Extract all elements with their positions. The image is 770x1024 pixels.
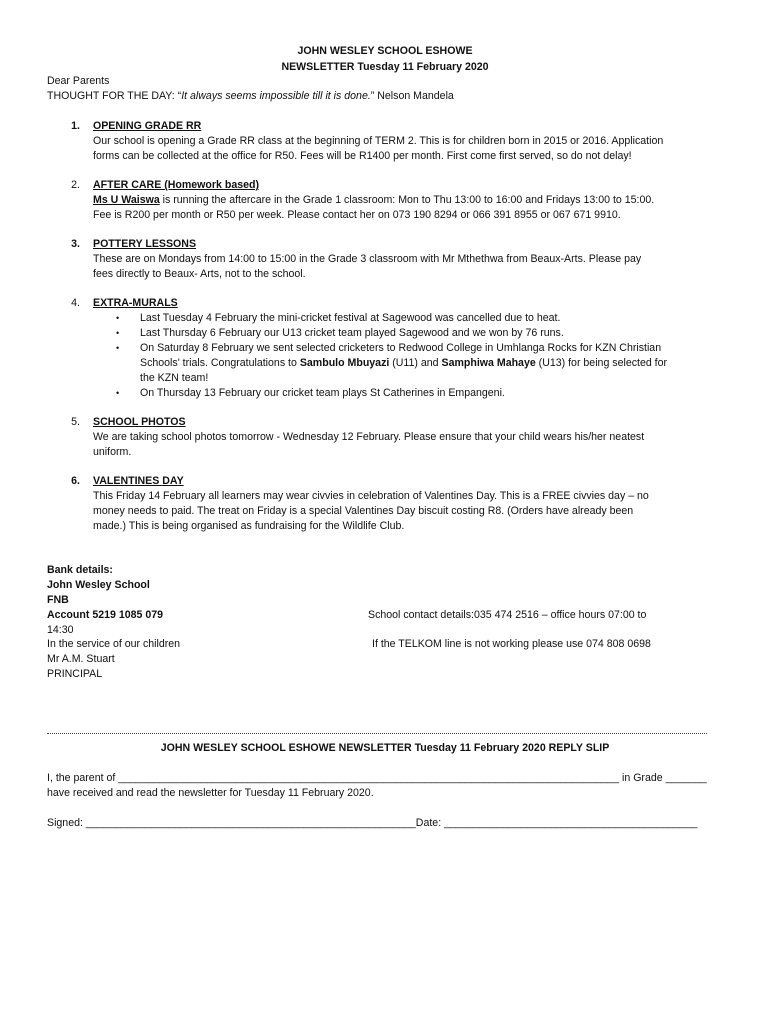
bank-heading: Bank details: (47, 564, 113, 576)
bullet-icon: • (116, 328, 120, 338)
bullet-text: On Thursday 13 February our cricket team plays St Catherines in Empangeni. (140, 387, 505, 399)
principal-title: PRINCIPAL (47, 668, 103, 680)
section-text-line: Our school is opening a Grade RR class at the beginning of TERM 2. This is for children born in 2015 or 2016. Application (93, 135, 664, 147)
bullet-icon: • (116, 388, 120, 398)
office-hours-end: 14:30 (47, 624, 74, 636)
reply-read-line: have received and read the newsletter for Tuesday 11 February 2020. (47, 787, 374, 799)
thought-for-the-day (47, 90, 454, 102)
reply-parent-line: I, the parent of _____________________________________________________________________________________ in Grade _______ (47, 772, 707, 784)
bullet-text: Last Thursday 6 February our U13 cricket team played Sagewood and we won by 76 runs. (140, 327, 564, 339)
section-text-line: These are on Mondays from 14:00 to 15:00 in the Grade 3 classroom with Mr Mthethwa from Beaux-Arts. Please pay (93, 253, 642, 265)
section-text-line: We are taking school photos tomorrow - Wednesday 12 February. Please ensure that your child wears his/her neatest (93, 431, 645, 443)
greeting: Dear Parents (47, 75, 110, 87)
thought-quote: It always seems impossible till it is done. (181, 90, 371, 102)
bullet-text: Last Tuesday 4 February the mini-cricket festival at Sagewood was cancelled due to heat. (140, 312, 561, 324)
thought-suffix: ” Nelson Mandela (370, 90, 454, 102)
section-heading: POTTERY LESSONS (93, 238, 197, 250)
cricketer-name: Sambulo Mbuyazi (299, 357, 390, 369)
section-text-line: Fee is R200 per month or R50 per week. Please contact her on 073 190 8294 or 066 391 8955 or 067 671 9910. (93, 209, 621, 221)
bullet-icon: • (116, 343, 120, 353)
thought-prefix: THOUGHT FOR THE DAY: “ (47, 90, 182, 102)
section-text-line: money needs to paid. The treat on Friday is a special Valentines Day biscuit costing R8. (Orders have already been (93, 505, 634, 517)
signoff-service: In the service of our children (47, 638, 181, 650)
principal-name: Mr A.M. Stuart (47, 653, 115, 665)
section-heading: OPENING GRADE RR (93, 120, 202, 132)
bank-account-name: John Wesley School (47, 579, 150, 591)
bullet-text-part: (U13) for being selected for (535, 357, 668, 369)
section-text-line: made.) This is being organised as fundraising for the Wildlife Club. (93, 520, 405, 532)
section-number: 4. (71, 297, 80, 309)
section-text-line: uniform. (93, 446, 132, 458)
bullet-icon: • (116, 313, 120, 323)
section-text-line: fees directly to Beaux- Arts, not to the school. (93, 268, 306, 280)
bullet-text (140, 357, 667, 369)
reply-signed-line: Signed: ________________________________________________________Date: ___________________________________________ (47, 817, 698, 829)
telkom-alternative: If the TELKOM line is not working please use 074 808 0698 (372, 638, 651, 650)
section-heading: AFTER CARE (Homework based) (93, 179, 259, 191)
bank-name: FNB (47, 594, 69, 606)
cut-line-divider (47, 733, 707, 734)
section-number: 3. (71, 238, 80, 250)
bullet-text-part: (U11) and (389, 357, 442, 369)
bank-account-number: Account 5219 1085 079 (47, 609, 164, 621)
section-number: 5. (71, 416, 80, 428)
section-heading: VALENTINES DAY (93, 475, 184, 487)
bullet-text: the KZN team! (140, 372, 209, 384)
newsletter-title: NEWSLETTER Tuesday 11 February 2020 (281, 61, 489, 73)
section-heading: SCHOOL PHOTOS (93, 416, 186, 428)
section-text-line: forms can be collected at the office for R50. Fees will be R1400 per month. First come first served, so do not delay! (93, 150, 632, 162)
bullet-text: On Saturday 8 February we sent selected cricketers to Redwood College in Umhlanga Rocks for KZN Christian (140, 342, 662, 354)
reply-slip-title: JOHN WESLEY SCHOOL ESHOWE NEWSLETTER Tuesday 11 February 2020 REPLY SLIP (160, 742, 610, 754)
school-title: JOHN WESLEY SCHOOL ESHOWE (297, 45, 473, 57)
section-number: 1. (71, 120, 80, 132)
bullet-text-part: Schools' trials. Congratulations to (140, 357, 300, 369)
section-text-line (93, 194, 654, 206)
section-heading: EXTRA-MURALS (93, 297, 178, 309)
section-text-line: This Friday 14 February all learners may wear civvies in celebration of Valentines Day. This is a FREE civvies day – no (93, 490, 649, 502)
school-contact-details: School contact details:035 474 2516 – office hours 07:00 to (368, 609, 647, 621)
aftercare-text: is running the aftercare in the Grade 1 classroom: Mon to Thu 13:00 to 16:00 and Fridays 13:00 to 15:00. (159, 194, 655, 206)
aftercare-contact-name: Ms U Waiswa (93, 194, 160, 206)
section-number: 6. (71, 475, 80, 487)
section-number: 2. (71, 179, 80, 191)
cricketer-name: Samphiwa Mahaye (441, 357, 536, 369)
